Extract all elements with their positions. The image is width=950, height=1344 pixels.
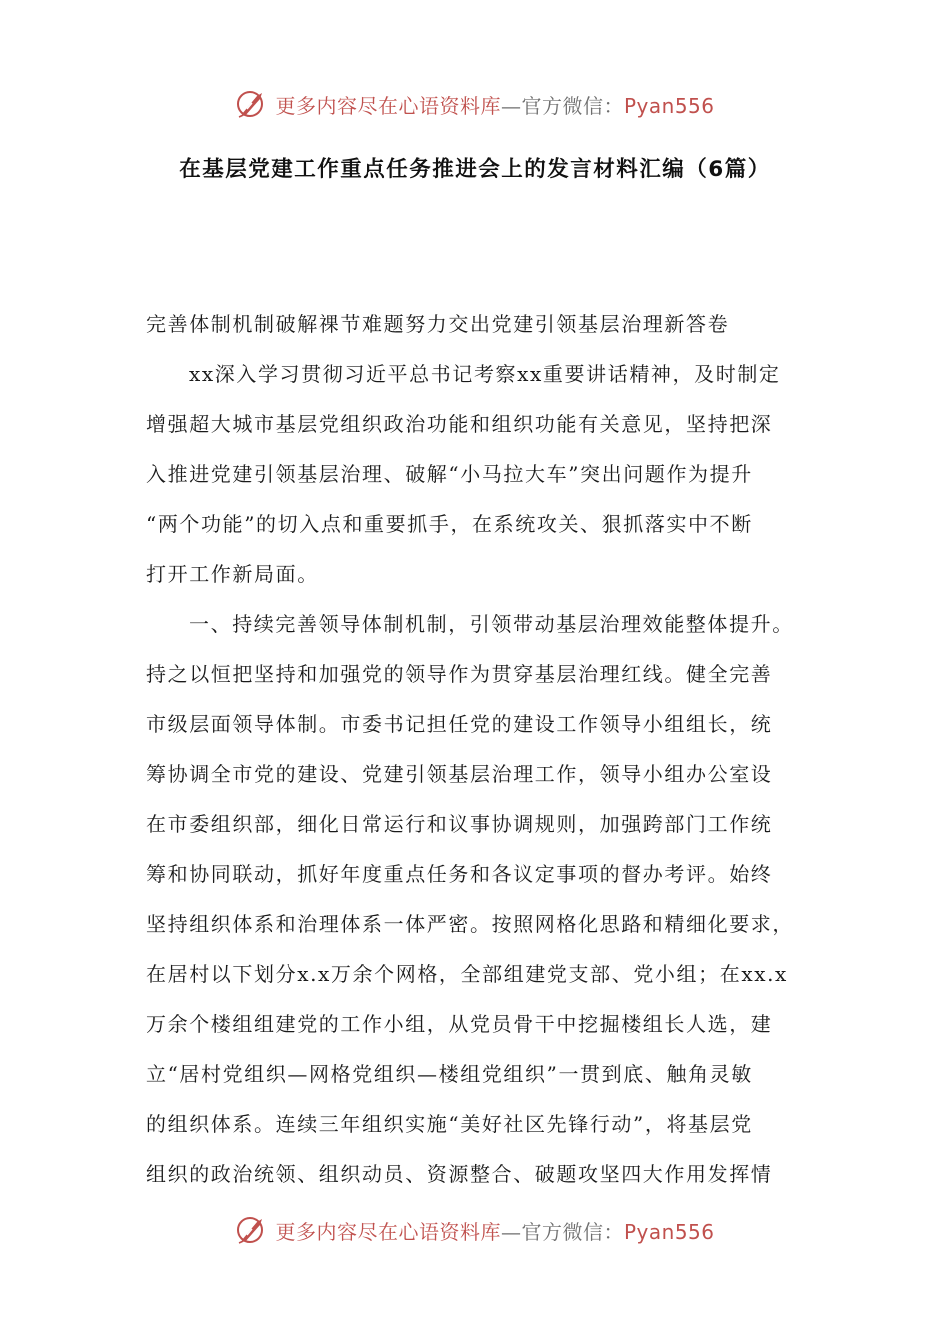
paragraph-line: 打开工作新局面。 bbox=[146, 562, 319, 586]
section-heading-line: 一、持续完善领导体制机制，引领带动基层治理效能整体提升。 bbox=[189, 612, 794, 636]
paragraph-line: 市级层面领导体制。市委书记担任党的建设工作领导小组组长，统 bbox=[146, 712, 773, 736]
watermark-id: Pyan556 bbox=[623, 1219, 715, 1244]
document-title: 在基层党建工作重点任务推进会上的发言材料汇编（6篇） bbox=[179, 157, 771, 182]
paragraph-line: 筹和协同联动，抓好年度重点任务和各议定事项的督办考评。始终 bbox=[146, 862, 773, 886]
watermark-dash: —官方微信： bbox=[500, 93, 624, 118]
paragraph-line: 组织的政治统领、组织动员、资源整合、破题攻坚四大作用发挥情 bbox=[146, 1162, 773, 1186]
paragraph-line: “两个功能”的切入点和重要抓手，在系统攻关、狠抓落实中不断 bbox=[146, 512, 753, 536]
watermark-main: 更多内容尽在心语资料库 bbox=[275, 93, 501, 118]
footer-watermark bbox=[0, 1208, 950, 1252]
watermark-text bbox=[275, 1216, 714, 1245]
watermark-dash: —官方微信： bbox=[500, 1219, 624, 1244]
paragraph-line: 入推进党建引领基层治理、破解“小马拉大车”突出问题作为提升 bbox=[146, 462, 753, 486]
paragraph-line: 立“居村党组织—网格党组织—楼组党组织”一贯到底、触角灵敏 bbox=[146, 1062, 753, 1086]
paragraph-line: 坚持组织体系和治理体系一体严密。按照网格化思路和精细化要求， bbox=[146, 912, 794, 936]
paragraph-line: 在居村以下划分x.x万余个网格，全部组建党支部、党小组；在xx.x bbox=[146, 962, 788, 986]
paragraph-line: 的组织体系。连续三年组织实施“美好社区先锋行动”，将基层党 bbox=[146, 1112, 753, 1136]
paragraph-line: 在市委组织部，细化日常运行和议事协调规则，加强跨部门工作统 bbox=[146, 812, 773, 836]
watermark-id: Pyan556 bbox=[623, 93, 715, 118]
pen-nib-logo-icon bbox=[235, 1213, 269, 1247]
subtitle-line: 完善体制机制破解祼节难题努力交出党建引领基层治理新答卷 bbox=[146, 312, 730, 336]
watermark-text bbox=[275, 90, 714, 119]
paragraph-line: 万余个楼组组建党的工作小组，从党员骨干中挖掘楼组长人选，建 bbox=[146, 1012, 773, 1036]
paragraph-line: 增强超大城市基层党组织政治功能和组织功能有关意见，坚持把深 bbox=[146, 412, 773, 436]
pen-nib-logo-icon bbox=[235, 87, 269, 121]
paragraph-line: 筹协调全市党的建设、党建引领基层治理工作，领导小组办公室设 bbox=[146, 762, 773, 786]
header-watermark bbox=[0, 82, 950, 126]
document-body bbox=[146, 299, 808, 1199]
paragraph-line: 持之以恒把坚持和加强党的领导作为贯穿基层治理红线。健全完善 bbox=[146, 662, 773, 686]
paragraph-line: xx深入学习贯彻习近平总书记考察xx重要讲话精神，及时制定 bbox=[189, 362, 781, 386]
watermark-main: 更多内容尽在心语资料库 bbox=[275, 1219, 501, 1244]
